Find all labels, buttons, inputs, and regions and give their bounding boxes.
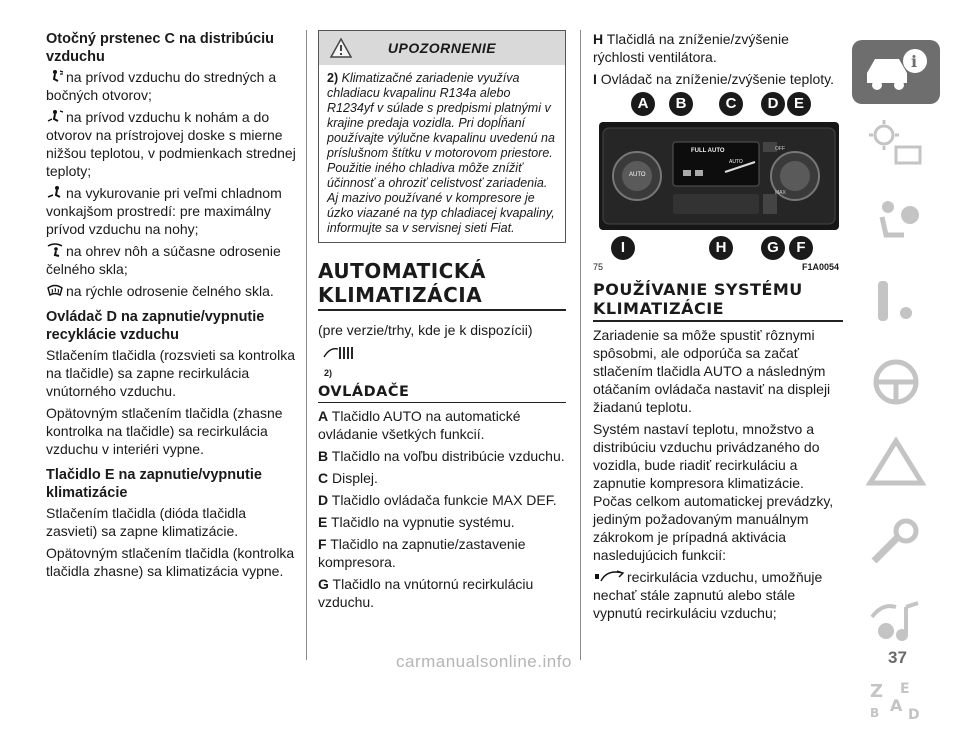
section-title: KLIMATIZÁCIE [593,299,725,318]
key-icon [866,277,926,332]
panel-label-off: OFF [775,146,785,152]
paragraph: Systém nastaví teplotu, množstvo a distribúciu vzduchu privádzaného do vozidla, bude riadiť recirkuláciu a zapnutie kompresora klimatizácie. Počas celkom automatickej prevádzky, jediným požadovaným manuálnym zákrokom je prípadná aktivácia nasledujúcich funkcií: [593,421,834,563]
chapter-sidebar [852,40,940,744]
callout-a: A [631,92,655,116]
control-item: C Displej. [318,470,378,486]
steering-wheel-icon [866,357,926,412]
section-rule [318,309,566,311]
figure-number: 75 [593,262,604,272]
section-title: AUTOMATICKÁ [318,259,486,283]
callout-d: D [761,92,785,116]
control-item: B Tlačidlo na voľbu distribúcie vzduchu. [318,448,565,464]
sidebar-item-index[interactable] [852,664,940,744]
ac-badge [322,343,566,368]
svg-text:D: D [908,706,920,723]
svg-text:A: A [890,695,903,715]
version-note: (pre verzie/trhy, kde je k dispozícii) [318,322,533,338]
svg-text:B: B [870,705,880,720]
paragraph: Stlačením tlačidla (dióda tlačidla zasvieti) sa zapne klimatizácie. [46,505,246,539]
section-rule [593,320,843,322]
paragraph: Stlačením tlačidla (rozsvieti sa kontrolka na tlačidle) sa zapne recirkulácia vnútorného vzduchu. [46,347,295,399]
sidebar-item-safety[interactable] [852,184,940,264]
list-item: na prívod vzduchu do stredných a bočných otvorov; [46,69,277,103]
sidebar-item-maintenance[interactable] [852,504,940,584]
warning-title: UPOZORNENIE [387,40,497,56]
sidebar-item-warning-lights[interactable] [852,104,940,184]
media-icon [866,597,926,652]
car-info-icon [861,47,931,98]
callout-g: G [761,236,785,260]
svg-text:E: E [900,680,910,697]
list-item: na vykurovanie pri veľmi chladnom vonkajšom prostredí: pre maximálny prívod vzduchu na nohy; [46,185,282,237]
airbag-seat-icon [866,197,926,252]
callout-f: F [789,236,813,260]
warning-text: 2) Klimatizačné zariadenie využíva chladiacu kvapalinu R134a alebo R1234yf v súlade s predpismi platnými v krajine predaja vozidla. Pri dopĺňaní používajte výlučne kvapalinu uvedenú na príslušnom štítku v motorovom priestore. Použitie iného chladiva môže znížiť účinnosť a ohroziť celistvosť zariadenia. Aj mazivo používané v kompresore je úzko viazané na typ chladiacej kvapaliny, informujte sa v servisnej sieti Fiat. [327,71,555,235]
control-item: H Tlačidlá na zníženie/zvýšenie rýchlosti ventilátora. [593,31,789,65]
callout-i: I [611,236,635,260]
section-title: KLIMATIZÁCIA [318,283,483,307]
list-item: na rýchle odrosenie čelného skla. [46,282,296,300]
column-2 [318,30,566,615]
wrench-icon [866,517,926,572]
callout-e: E [787,92,811,116]
control-item: G Tlačidlo na vnútornú recirkuláciu vzduchu. [318,576,534,610]
control-item: I Ovládač na zníženie/zvýšenie teploty. [593,71,834,87]
column-1 [46,30,296,584]
recirculation-icon [593,569,625,583]
heading-recirculation: Ovládač D na zapnutie/vypnutie recyklácie vzduchu [46,309,265,343]
windscreen-defrost-icon [46,283,64,297]
alphabet-index-icon [866,677,926,732]
paragraph: Opätovným stlačením tlačidla (kontrolka tlačidla zhasne) sa klimatizácia vypne. [46,545,295,579]
panel-label-auto: AUTO [729,159,743,165]
feet-defrost-icon [46,243,64,257]
svg-text:Z: Z [870,680,884,702]
control-item: A Tlačidlo AUTO na automatické ovládanie všetkých funkcií. [318,408,521,442]
control-item: E Tlačidlo na vypnutie systému. [318,514,515,530]
panel-knob-label-auto: AUTO [629,172,646,178]
section-title: POUŽÍVANIE SYSTÉMU [593,280,803,299]
sidebar-item-emergency[interactable] [852,424,940,504]
callout-h: H [709,236,733,260]
section-rule [318,402,566,403]
callout-b: B [669,92,693,116]
svg-text:i: i [911,51,918,71]
footer-watermark: carmanualsonline.info [396,652,572,671]
climate-panel [599,122,839,230]
heading-distribution: Otočný prstenec C na distribúciu vzduchu [46,31,275,65]
sidebar-item-starting[interactable] [852,264,940,344]
face-feet-vent-icon [46,109,64,123]
sidebar-item-car-info[interactable] [852,40,940,104]
callout-c: C [719,92,743,116]
sidebar-item-driving[interactable] [852,344,940,424]
face-vent-icon [46,69,64,83]
figure-caption [593,262,839,272]
warning-header [319,31,565,65]
panel-label-max: MAX [775,190,786,196]
column-divider [580,30,581,660]
climate-panel-figure [593,92,839,262]
list-item: na ohrev nôh a súčasne odrosenie čelného skla; [46,243,281,277]
ac-flake-icon [322,350,356,367]
column-3 [593,30,843,626]
list-item: recirkulácia vzduchu, umožňuje nechať stále zapnutú alebo stále vypnutú recirkuláciu vzduchu; [593,569,823,621]
figure-code: F1A0054 [801,262,839,272]
controls-heading: OVLÁDAČE [318,384,410,400]
paragraph: Opätovným stlačením tlačidla (zhasne kontrolka na tlačidle) sa recirkulácia vzduchu v interiéri vypne. [46,405,283,457]
warning-box [318,30,566,243]
panel-label-full-auto: FULL AUTO [691,148,725,154]
warning-triangle-icon [866,437,926,492]
caution-icon [329,37,353,64]
paragraph: Zariadenie sa môže spustiť rôznymi spôsobmi, ale odporúča sa začať stlačením tlačidla AUTO a následným otáčaním ovládača nastaviť na displeji žiadanú teplotu. [593,327,831,415]
heading-ac: Tlačidlo E na zapnutie/vypnutie klimatizácie [46,467,262,501]
ref-number: 2) [324,368,333,378]
list-item: na prívod vzduchu k nohám a do otvorov na prístrojovej doske s mierne nižšou teplotou, v podmienkach strednej teploty; [46,109,296,179]
feet-vent-icon [46,185,64,199]
column-divider [306,30,307,660]
control-item: D Tlačidlo ovládača funkcie MAX DEF. [318,492,557,508]
warning-lights-icon [866,117,926,172]
control-item: F Tlačidlo na zapnutie/zastavenie kompresora. [318,536,526,570]
page-number: 37 [888,648,907,667]
